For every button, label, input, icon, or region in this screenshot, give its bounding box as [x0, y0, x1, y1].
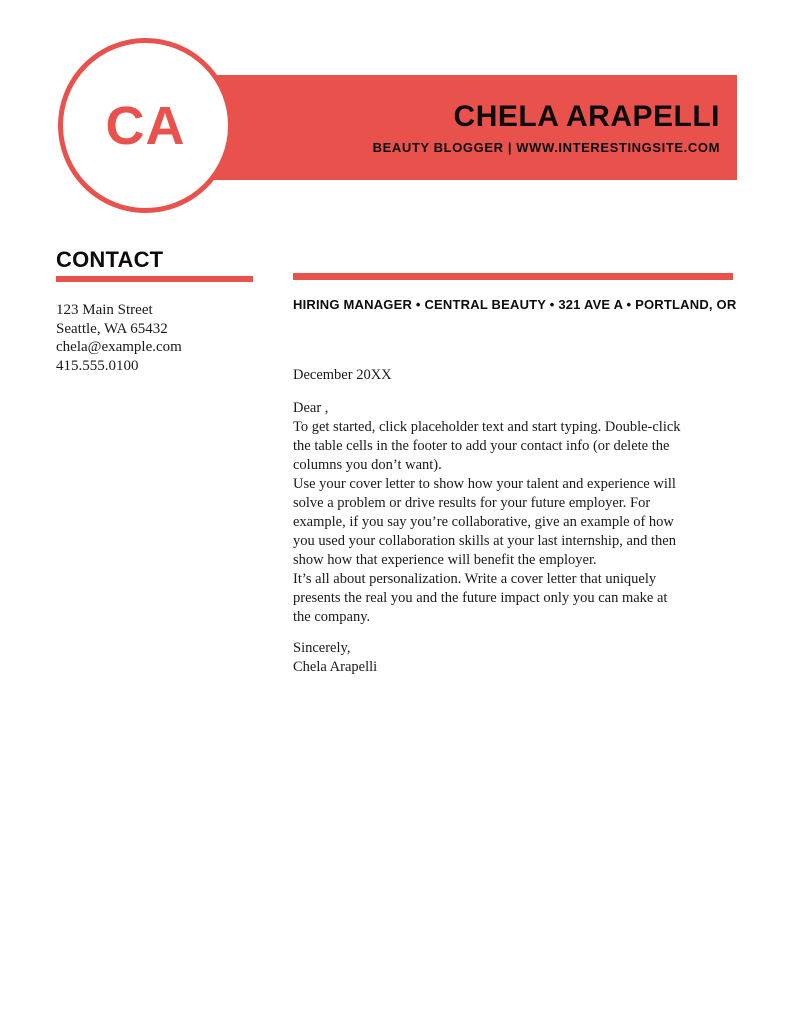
letter-body-line[interactable]: Dear ,: [293, 400, 329, 416]
contact-heading-rule: [56, 276, 253, 282]
recipient-line[interactable]: HIRING MANAGER • CENTRAL BEAUTY • 321 AVE A • PORTLAND, OR: [293, 297, 737, 312]
contact-details: [56, 301, 256, 375]
contact-line[interactable]: 123 Main Street: [56, 302, 153, 318]
header-tagline[interactable]: BEAUTY BLOGGER | WWW.INTERESTINGSITE.COM: [372, 139, 720, 155]
letter-body-text: [293, 399, 737, 627]
monogram-initials[interactable]: CA: [105, 95, 186, 156]
letter-body-line[interactable]: solve a problem or drive results for your future employer. For: [293, 495, 651, 511]
contact-line[interactable]: Seattle, WA 65432: [56, 320, 168, 337]
letter-body-line[interactable]: presents the real you and the future impact only you can make at: [293, 590, 668, 606]
signature-line[interactable]: Chela Arapelli: [293, 659, 378, 675]
monogram-badge: [58, 38, 233, 213]
letter-body-line[interactable]: Use your cover letter to show how your talent and experience will: [293, 476, 676, 492]
closing-line[interactable]: Sincerely,: [293, 640, 351, 656]
letter-top-rule: [293, 273, 733, 280]
letter-body-line[interactable]: example, if you say you’re collaborative, give an example of how: [293, 514, 674, 530]
closing-block: [293, 639, 737, 677]
letter-body-line[interactable]: the company.: [293, 609, 371, 625]
header-name[interactable]: CHELA ARAPELLI: [453, 99, 720, 133]
letter-body-column: [293, 273, 737, 677]
letter-body-line[interactable]: you used your collaboration skills at your last internship, and then: [293, 533, 676, 549]
letter-body-line[interactable]: To get started, click placeholder text and start typing. Double-click: [293, 419, 681, 435]
contact-heading: CONTACT: [56, 247, 164, 272]
letter-body-line[interactable]: the table cells in the footer to add your contact info (or delete the: [293, 438, 670, 454]
letter-body-line[interactable]: columns you don’t want).: [293, 457, 442, 473]
contact-sidebar: [56, 249, 256, 375]
contact-line[interactable]: chela@example.com: [56, 339, 182, 355]
contact-line[interactable]: 415.555.0100: [56, 357, 139, 374]
header-banner: [150, 75, 737, 180]
letter-body-line[interactable]: It’s all about personalization. Write a cover letter that uniquely: [293, 571, 657, 587]
date-line[interactable]: December 20XX: [293, 367, 392, 383]
letter-body-line[interactable]: show how that experience will benefit the employer.: [293, 552, 597, 568]
